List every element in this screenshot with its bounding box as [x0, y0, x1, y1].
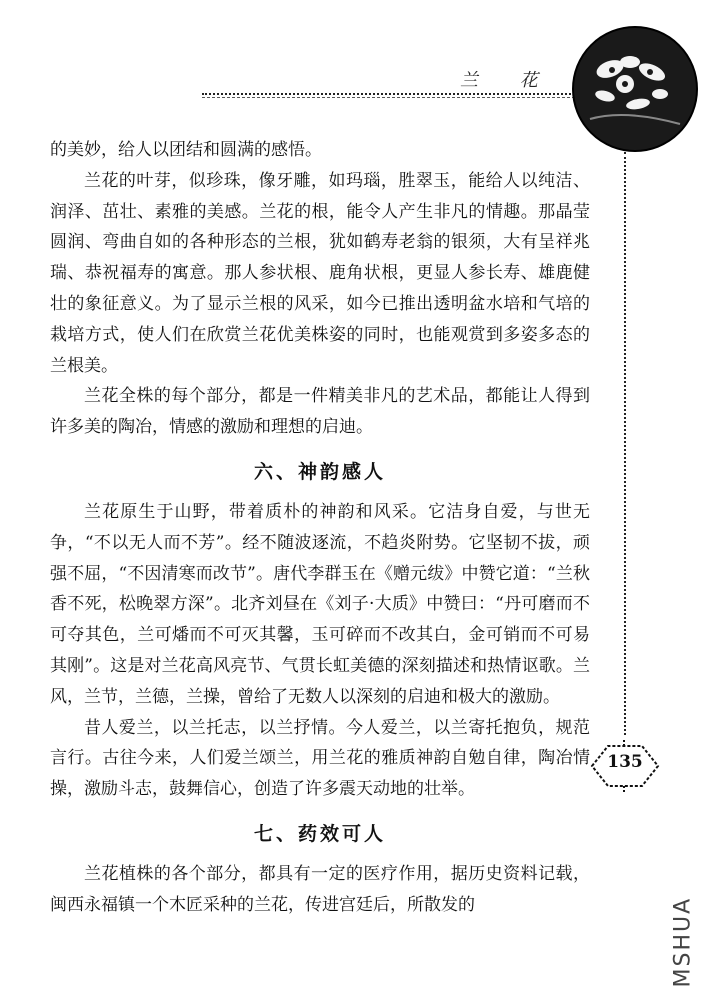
running-header-title: 兰 花 [460, 70, 556, 91]
watermark-text: MSHUA [670, 896, 696, 988]
page-number: 135 [607, 752, 643, 772]
paragraph: 兰花的叶芽，似珍珠，像牙雕，如玛瑙，胜翠玉，能给人以纯洁、润泽、茁壮、素雅的美感。兰花的根，能令人产生非凡的情趣。那晶莹圆润、弯曲自如的各种形态的兰根，犹如鹤寿老翁的银须，大有呈祥兆瑞、恭祝福寿的寓意。那人参状根、鹿角状根，更显人参长寿、雄鹿健壮的象征意义。为了显示兰根的风采，如今已推出透明盆水培和气培的栽培方式，使人们在欣赏兰花优美株姿的同时，也能观赏到多姿多态的兰根美。 [50, 170, 590, 376]
paragraph: 昔人爱兰，以兰托志，以兰抒情。今人爱兰，以兰寄托抱负，规范言行。古往今来，人们爱兰颂兰，用兰花的雅质神韵自勉自律，陶冶情操，激励斗志，鼓舞信心，创造了许多震天动地的壮举。 [50, 717, 590, 800]
section-heading-6: 六、神韵感人 [253, 460, 386, 483]
paragraph: 兰花全株的每个部分，都是一件精美非凡的艺术品，都能让人得到许多美的陶冶，情感的激励和理想的启迪。 [50, 386, 590, 438]
watermark [668, 880, 698, 990]
header-rule-secondary [202, 97, 590, 98]
header-rule [202, 93, 590, 95]
page-body [50, 135, 590, 921]
section-heading-7: 七、药效可人 [253, 822, 386, 845]
paragraph: 的美妙，给人以团结和圆满的感悟。 [50, 140, 322, 160]
paragraph: 兰花原生于山野，带着质朴的神韵和风采。它洁身自爱，与世无争，“不以无人而不芳”。经不随波逐流，不趋炎附势。它坚韧不拔，顽强不屈，“不因清寒而改节”。唐代李群玉在《赠元绂》中赞它道：“兰秋香不死，松晚翠方深”。北齐刘昼在《刘子·大质》中赞曰：“丹可磨而不可夺其色，兰可燔而不可灭其馨，玉可碎而不改其白，金可销而不可易其刚”。这是对兰花高风亮节、气贯长虹美德的深刻描述和热情讴歌。兰风，兰节，兰德，兰操，曾给了无数人以深刻的启迪和极大的激励。 [50, 501, 590, 707]
side-dotted-rule [624, 152, 626, 735]
paragraph: 兰花植株的各个部分，都具有一定的医疗作用，据历史资料记载，闽西永福镇一个木匠采种的兰花，传进宫廷后，所散发的 [50, 863, 590, 915]
